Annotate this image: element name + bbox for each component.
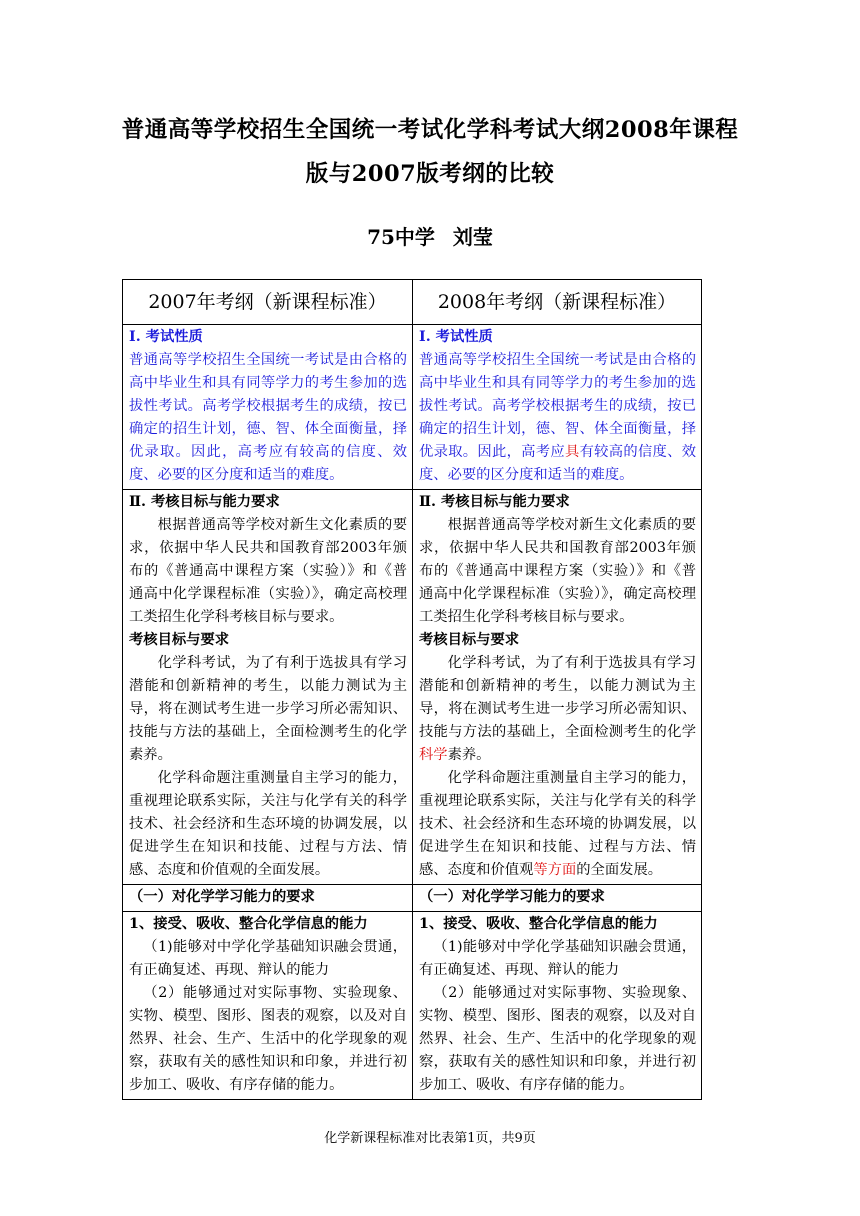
cell-2007-exam-nature bbox=[123, 325, 413, 490]
paragraph-1: 化学科考试，为了有利于选拔具有学习潜能和创新精神的考生，以能力测试为主导，将在测试考生进一步学习所必需知识、技能与方法的基础上，全面检测考生的化学素养。 bbox=[129, 655, 407, 763]
comparison-table bbox=[122, 279, 702, 1100]
cell-2007-ability-heading: （一）对化学学习能力的要求 bbox=[123, 885, 413, 912]
cell-2007-objectives bbox=[123, 490, 413, 885]
item-point-2: （2）能够通过对实际事物、实验现象、实物、模型、图形、图表的观察，以及对自然界、社会、生产、生活中的化学现象的观察，获取有关的感性知识和印象，并进行初步加工、吸收、有序存储的能力。 bbox=[419, 985, 696, 1093]
cell-2008-exam-nature bbox=[413, 325, 702, 490]
cell-2008-ability-heading: （一）对化学学习能力的要求 bbox=[413, 885, 702, 912]
intro-paragraph: 根据普通高等学校对新生文化素质的要求，依据中华人民共和国教育部2003年颁布的《普通高中课程方案（实验）》和《普通高中化学课程标准（实验）》，确定高校理工类招生化学科考核目标与要求。 bbox=[129, 517, 407, 625]
table-row-objectives bbox=[123, 490, 702, 885]
author-name: 刘莹 bbox=[452, 225, 493, 249]
header-2007: 2007年考纲（新课程标准） bbox=[123, 280, 413, 325]
table-row-exam-nature bbox=[123, 325, 702, 490]
text-segment: 有较高的信度、效度、必要的区分度和适当的难度。 bbox=[419, 444, 697, 483]
author-school: 75中学 bbox=[367, 225, 435, 249]
table-header-row bbox=[123, 280, 702, 325]
cell-2007-ability-1 bbox=[123, 912, 413, 1100]
item-title: 1、接受、吸收、整合化学信息的能力 bbox=[419, 916, 658, 932]
text-segment: 化学科考试，为了有利于选拔具有学习潜能和创新精神的考生，以能力测试为主导，将在测试考生进一步学习所必需知识、技能与方法的基础上，全面检测考生的化学 bbox=[419, 655, 696, 740]
item-point-1: （1)能够对中学化学基础知识融会贯通，有正确复述、再现、辩认的能力 bbox=[129, 939, 407, 978]
section-heading: Ⅰ. 考试性质 bbox=[129, 329, 203, 345]
text-segment: 素养。 bbox=[447, 747, 491, 763]
sub-heading: 考核目标与要求 bbox=[129, 632, 230, 648]
page-footer: 化学新课程标准对比表第1页，共9页 bbox=[324, 1131, 536, 1146]
item-point-1: （1)能够对中学化学基础知识融会贯通，有正确复述、再现、辩认的能力 bbox=[419, 939, 696, 978]
document-title: 普通高等学校招生全国统一考试化学科考试大纲2008年课程版与2007版考纲的比较 bbox=[121, 117, 739, 187]
table-row-ability-1 bbox=[123, 912, 702, 1100]
item-point-2: （2）能够通过对实际事物、实验现象、实物、模型、图形、图表的观察，以及对自然界、社会、生产、生活中的化学现象的观察，获取有关的感性知识和印象，并进行初步加工、吸收、有序存储的能力。 bbox=[129, 985, 407, 1093]
cell-2008-objectives bbox=[413, 490, 702, 885]
changed-text: 等方面 bbox=[533, 862, 577, 878]
section-heading: Ⅰ. 考试性质 bbox=[419, 329, 493, 345]
changed-text: 科学 bbox=[419, 747, 448, 763]
table-row-ability-heading bbox=[123, 885, 702, 912]
cell-text: 普通高等学校招生全国统一考试是由合格的高中毕业生和具有同等学力的考生参加的选拔性考试。高考学校根据考生的成绩，按已确定的招生计划，德、智、体全面衡量，择优录取。因此，高考应有较高的信度、效度、必要的区分度和适当的难度。 bbox=[129, 352, 407, 483]
item-title: 1、接受、吸收、整合化学信息的能力 bbox=[129, 916, 368, 932]
changed-text: 具 bbox=[564, 444, 580, 460]
sub-heading: 考核目标与要求 bbox=[419, 632, 520, 648]
paragraph-1 bbox=[419, 652, 696, 767]
section-heading: Ⅱ. 考核目标与能力要求 bbox=[129, 494, 280, 510]
text-segment: 的全面发展。 bbox=[576, 862, 663, 878]
text-segment: 化学科命题注重测量自主学习的能力，重视理论联系实际，关注与化学有关的科学技术、社会经济和生态环境的协调发展，以促进学生在知识和技能、过程与方法、情感、态度和价值观 bbox=[419, 770, 696, 878]
intro-paragraph: 根据普通高等学校对新生文化素质的要求，依据中华人民共和国教育部2003年颁布的《普通高中课程方案（实验）》和《普通高中化学课程标准（实验）》，确定高校理工类招生化学科考核目标与要求。 bbox=[419, 517, 696, 625]
paragraph-2 bbox=[419, 767, 696, 882]
author-line bbox=[0, 222, 860, 252]
cell-text bbox=[419, 349, 696, 487]
text-segment: 普通高等学校招生全国统一考试是由合格的高中毕业生和具有同等学力的考生参加的选拔性考试。高考学校根据考生的成绩，按已确定的招生计划，德、智、体全面衡量，择优录取。因此，高考应 bbox=[419, 352, 696, 460]
cell-2008-ability-1 bbox=[413, 912, 702, 1100]
paragraph-2: 化学科命题注重测量自主学习的能力，重视理论联系实际，关注与化学有关的科学技术、社会经济和生态环境的协调发展，以促进学生在知识和技能、过程与方法、情感、态度和价值观的全面发展。 bbox=[129, 770, 407, 878]
section-heading: Ⅱ. 考核目标与能力要求 bbox=[419, 494, 570, 510]
header-2008: 2008年考纲（新课程标准） bbox=[413, 280, 702, 325]
